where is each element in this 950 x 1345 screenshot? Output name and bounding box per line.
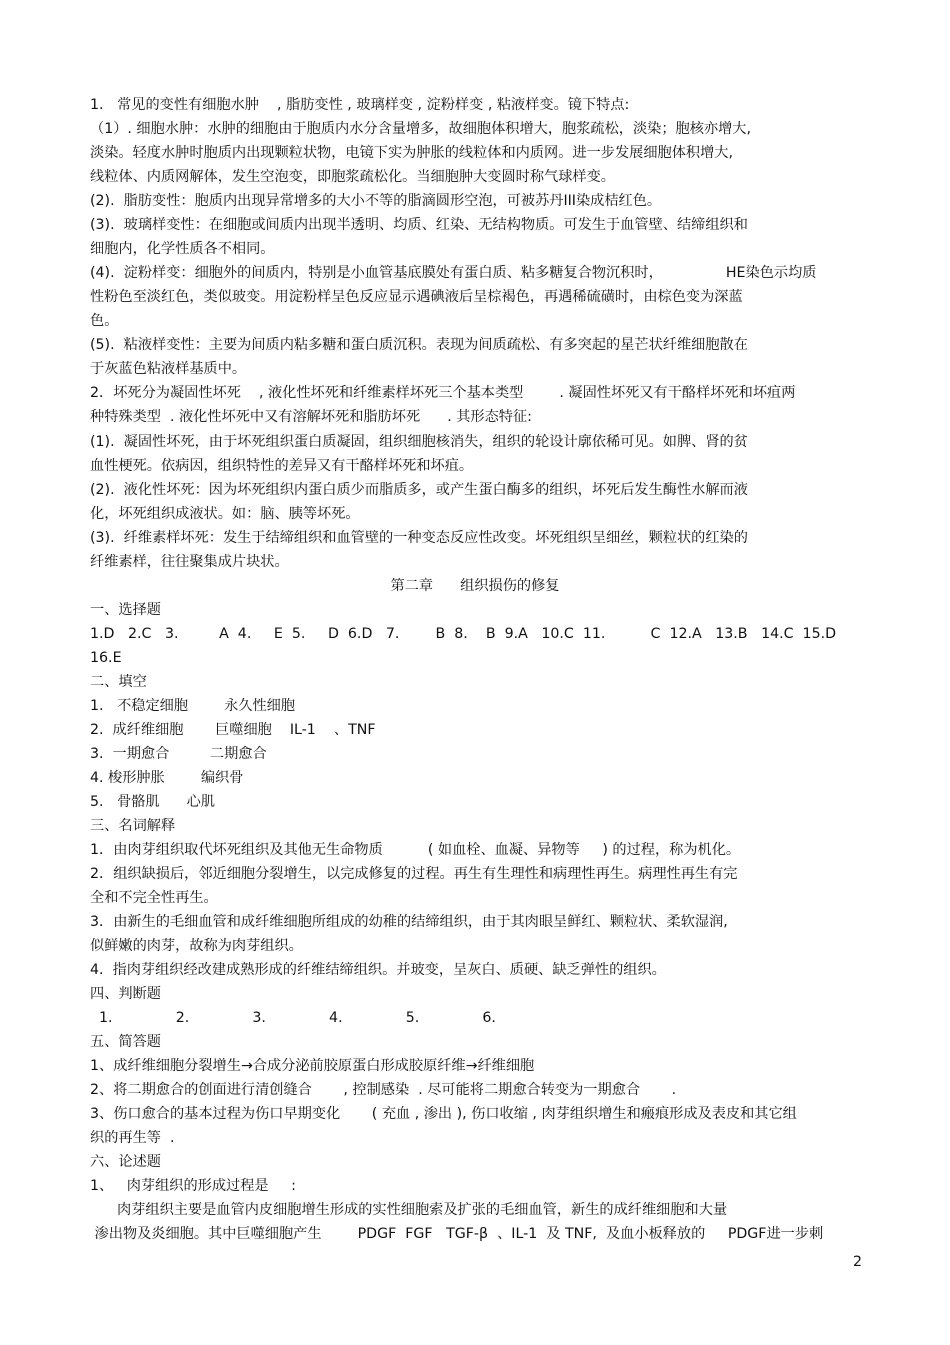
- text-line: 细胞内，化学性质各不相同。: [90, 241, 275, 257]
- text-line: 肉芽组织主要是血管内皮细胞增生形成的实性细胞索及扩张的毛细血管，新生的成纤维细胞和大量: [90, 1202, 728, 1218]
- text-line: (1). 凝固性坏死，由于坏死组织蛋白质凝固，组织细胞核消失，组织的轮设计廓依稀可见。如脾、肾的贫: [90, 434, 748, 450]
- text-line: 4. 梭形肿胀 编织骨: [90, 770, 244, 786]
- chapter-title: 第二章 组织损伤的修复: [390, 578, 560, 594]
- text-line: 三、名词解释: [90, 818, 176, 834]
- text-line: 二、填空: [90, 674, 147, 690]
- text-line: 种特殊类型 . 液化性坏死中又有溶解坏死和脂肪坏死 . 其形态特征:: [90, 409, 532, 425]
- text-line: (4). 淀粉样变：细胞外的间质内，特别是小血管基底膜处有蛋白质、粘多糖复合物沉积时， HE染色示均质: [90, 265, 817, 281]
- text-line: 3. 一期愈合 二期愈合: [90, 746, 267, 762]
- text-line: 16.E: [90, 650, 122, 666]
- text-line: 5. 骨骼肌 心肌: [90, 794, 216, 810]
- text-line: 1、成纤维细胞分裂增生→合成分泌前胶原蛋白形成胶原纤维→纤维细胞: [90, 1058, 535, 1074]
- text-line: 似鲜嫩的肉芽，故称为肉芽组织。: [90, 938, 303, 954]
- text-line: 1．由肉芽组织取代坏死组织及其他无生命物质 ( 如血栓、血凝、异物等 ) 的过程，称为机化。: [90, 842, 741, 858]
- text-line: (2). 脂肪变性：胞质内出现异常增多的大小不等的脂滴圆形空泡，可被苏丹III染成桔红色。: [90, 193, 662, 209]
- text-line: 线粒体、内质网解体，发生空泡变，即胞浆疏松化。当细胞肿大变圆时称气球样变。: [90, 169, 615, 185]
- text-line: 2、将二期愈合的创面进行清创缝合 , 控制感染 . 尽可能将二期愈合转变为一期愈合 .: [90, 1082, 677, 1098]
- text-line: 色。: [90, 313, 119, 329]
- text-line: 淡染。轻度水肿时胞质内出现颗粒状物，电镜下实为肿胀的线粒体和内质网。进一步发展细胞体积增大,: [90, 145, 733, 161]
- text-line: 4. 指肉芽组织经改建成熟形成的纤维结缔组织。并玻变，呈灰白、质硬、缺乏弹性的组织。: [90, 962, 666, 978]
- text-line: 化，坏死组织成液状。如：脑、胰等坏死。: [90, 506, 360, 522]
- text-line: 1、 肉芽组织的形成过程是 :: [90, 1178, 296, 1194]
- text-line: 1.D 2.C 3. A 4. E 5. D 6.D 7. B 8. B 9.A 10.C 11. C 12.A 13.B 14.C 15.D: [90, 626, 837, 642]
- text-line: 血性梗死。依病因，组织特性的差异又有干酪样坏死和坏疽。: [90, 458, 474, 474]
- text-line: 2．组织缺损后，邻近细胞分裂增生，以完成修复的过程。再生有生理性和病理性再生。病理性再生有完: [90, 866, 738, 882]
- text-line: 2. 成纤维细胞 巨噬细胞 IL-1 、TNF: [90, 722, 376, 738]
- text-line: 五、简答题: [90, 1034, 161, 1050]
- text-line: 纤维素样，往往聚集成片块状。: [90, 554, 289, 570]
- text-line: 渗出物及炎细胞。其中巨噬细胞产生 PDGF FGF TGF-β 、IL-1 及 TNF, 及血小板释放的 PDGF进一步刺: [90, 1226, 824, 1242]
- text-line: （1）. 细胞水肿：水肿的细胞由于胞质内水分含量增多，故细胞体积增大，胞浆疏松，淡染；胞核亦增大,: [90, 121, 751, 137]
- text-line: (3). 纤维素样坏死：发生于结缔组织和血管壁的一种变态反应性改变。坏死组织呈细丝，颗粒状的红染的: [90, 530, 748, 546]
- text-line: 3、伤口愈合的基本过程为伤口早期变化 ( 充血 , 渗出 ), 伤口收缩 , 肉芽组织增生和瘢痕形成及表皮和其它组: [90, 1106, 797, 1122]
- text-line: 四、判断题: [90, 986, 161, 1002]
- text-line: 1. 常见的变性有细胞水肿 , 脂肪变性 , 玻璃样变 , 淀粉样变 , 粘液样变。镜下特点:: [90, 97, 630, 113]
- text-line: 性粉色至淡红色，类似玻变。用淀粉样呈色反应显示遇碘液后呈棕褐色，再遇稀硫磺时，由棕色变为深蓝: [90, 289, 743, 305]
- text-line: 1. 2. 3. 4. 5. 6.: [90, 1010, 496, 1026]
- page-number: 2: [853, 1254, 863, 1270]
- text-line: (2). 液化性坏死：因为坏死组织内蛋白质少而脂质多，或产生蛋白酶多的组织，坏死后发生酶性水解而液: [90, 482, 748, 498]
- text-line: 全和不完全性再生。: [90, 890, 218, 906]
- text-line: (3). 玻璃样变性：在细胞或间质内出现半透明、均质、红染、无结构物质。可发生于血管壁、结缔组织和: [90, 217, 748, 233]
- text-line: 六、论述题: [90, 1154, 161, 1170]
- text-line: 织的再生等 .: [90, 1130, 175, 1146]
- text-line: 3．由新生的毛细血管和成纤维细胞所组成的幼稚的结缔组织，由于其肉眼呈鲜红、颗粒状、柔软湿润,: [90, 914, 728, 930]
- text-line: (5). 粘液样变性：主要为间质内粘多糖和蛋白质沉积。表现为间质疏松、有多突起的星芒状纤维细胞散在: [90, 337, 748, 353]
- text-line: 2．坏死分为凝固性坏死 , 液化性坏死和纤维素样坏死三个基本类型 . 凝固性坏死又有干酪样坏死和坏疽两: [90, 385, 796, 401]
- text-line: 1. 不稳定细胞 永久性细胞: [90, 698, 296, 714]
- text-line: 于灰蓝色粘液样基质中。: [90, 361, 247, 377]
- text-line: 一、选择题: [90, 602, 161, 618]
